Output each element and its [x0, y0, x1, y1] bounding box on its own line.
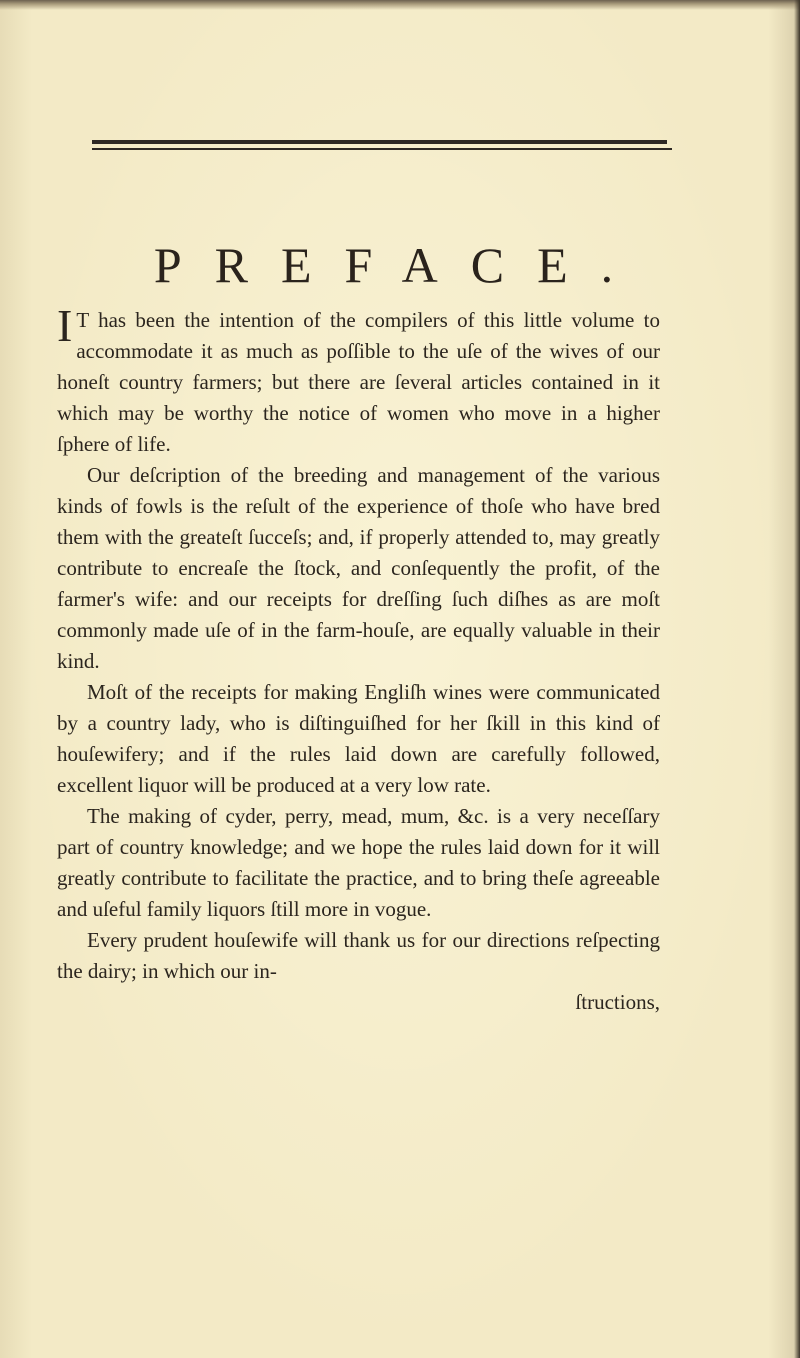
paragraph-4: The making of cyder, perry, mead, mum, &c. is a very neceſſary part of country knowledge; and we hope the rules laid down for it will greatly contribute to facilitate the practice, and to bring theſe agreeable and uſeful family liquors ſtill more in vogue. — [57, 804, 660, 921]
page-title: PREFACE. — [153, 237, 647, 293]
drop-cap: I — [57, 300, 73, 351]
thick-rule-line — [92, 140, 667, 144]
body-text — [57, 300, 660, 1018]
paragraph-3: Moſt of the receipts for making Engliſh wines were communicated by a country lady, who is diſtinguiſhed for her ſkill in this kind of houſewifery; and if the rules laid down are carefully followed, excellent liquor will be produced at a very low rate. — [57, 680, 660, 797]
thin-rule-line — [92, 148, 672, 150]
page-top-edge — [0, 0, 800, 10]
paragraph-1 — [57, 300, 660, 460]
paragraph-5: Every prudent houſewife will thank us for our directions reſpecting the dairy; in which our in- — [57, 928, 660, 983]
catchword: ſtructions, — [575, 990, 660, 1014]
paragraph-1-text: T has been the intention of the compilers of this little volume to accommodate it as much as poſſible to the uſe of the wives of our honeſt country farmers; but there are ſeveral articles contained in it which may be worthy the notice of women who move in a higher ſphere of life. — [57, 308, 660, 456]
paragraph-2: Our deſcription of the breeding and management of the various kinds of fowls is the reſult of the experience of thoſe who have bred them with the greateſt ſucceſs; and, if properly attended to, may greatly contribute to encreaſe the ſtock, and conſequently the profit, of the farmer's wife: and our receipts for dreſſing ſuch diſhes as are moſt commonly made uſe of in the farm-houſe, are equally valuable in their kind. — [57, 463, 660, 673]
page-right-edge — [794, 0, 800, 1358]
ornamental-double-rule — [92, 140, 672, 154]
